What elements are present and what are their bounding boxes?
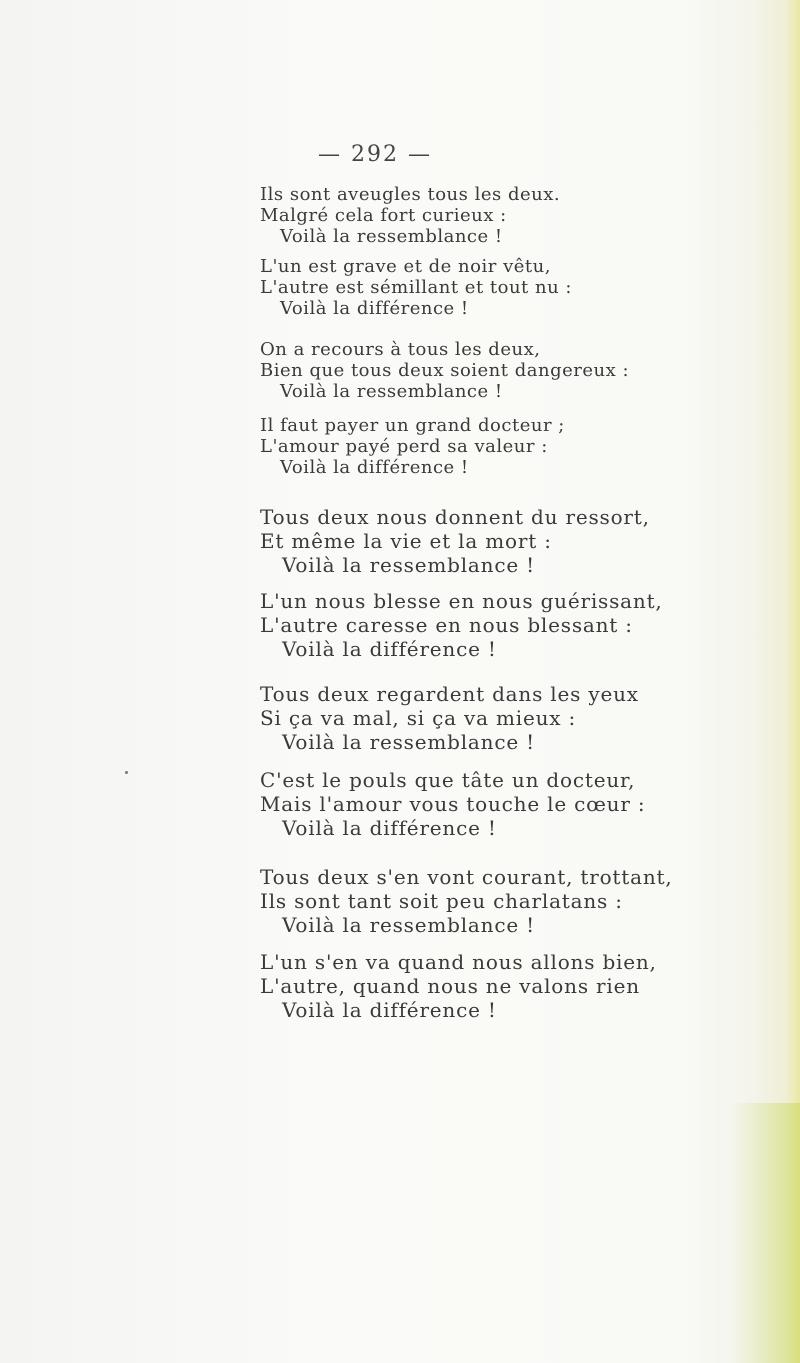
stanza-5 — [260, 506, 650, 578]
verse-line: Tous deux regardent dans les yeux — [260, 682, 639, 706]
verse-line: L'amour payé perd sa valeur : — [260, 436, 548, 457]
refrain-line: Voilà la différence ! — [280, 298, 469, 319]
refrain-line: Voilà la différence ! — [280, 457, 469, 478]
stanza-10 — [260, 951, 657, 1023]
verse-line: L'un s'en va quand nous allons bien, — [260, 950, 657, 974]
ink-speck — [125, 771, 128, 774]
verse-line: Il faut payer un grand docteur ; — [260, 415, 565, 436]
verse-line: Tous deux s'en vont courant, trottant, — [260, 865, 673, 889]
stanza-8 — [260, 769, 645, 841]
verse-line: On a recours à tous les deux, — [260, 339, 541, 360]
verse-line: C'est le pouls que tâte un docteur, — [260, 768, 636, 792]
refrain-line: Voilà la ressemblance ! — [282, 553, 535, 577]
refrain-line: Voilà la différence ! — [282, 637, 497, 661]
refrain-line: Voilà la ressemblance ! — [280, 381, 503, 402]
verse-line: Tous deux nous donnent du ressort, — [260, 505, 650, 529]
verse-line: Malgré cela fort curieux : — [260, 205, 507, 226]
stanza-1 — [260, 185, 560, 248]
refrain-line: Voilà la différence ! — [282, 816, 497, 840]
stanza-9 — [260, 866, 673, 938]
stanza-2 — [260, 257, 572, 320]
stanza-4 — [260, 416, 565, 479]
refrain-line: Voilà la différence ! — [282, 998, 497, 1022]
verse-line: Ils sont tant soit peu charlatans : — [260, 889, 623, 913]
refrain-line: Voilà la ressemblance ! — [282, 913, 535, 937]
stanza-7 — [260, 683, 639, 755]
verse-line: Et même la vie et la mort : — [260, 529, 552, 553]
verse-line: Mais l'amour vous touche le cœur : — [260, 792, 646, 816]
verse-line: L'autre caresse en nous blessant : — [260, 613, 633, 637]
refrain-line: Voilà la ressemblance ! — [282, 730, 535, 754]
verse-line: Ils sont aveugles tous les deux. — [260, 184, 561, 205]
refrain-line: Voilà la ressemblance ! — [280, 226, 503, 247]
verse-line: L'un nous blesse en nous guérissant, — [260, 589, 663, 613]
verse-line: Bien que tous deux soient dangereux : — [260, 360, 630, 381]
page-number: — 292 — — [318, 142, 432, 167]
verse-line: Si ça va mal, si ça va mieux : — [260, 706, 577, 730]
verse-line: L'autre est sémillant et tout nu : — [260, 277, 572, 298]
stanza-6 — [260, 590, 663, 662]
page-edge-stain — [730, 1103, 800, 1363]
stanza-3 — [260, 340, 629, 403]
verse-line: L'autre, quand nous ne valons rien — [260, 974, 640, 998]
verse-line: L'un est grave et de noir vêtu, — [260, 256, 551, 277]
